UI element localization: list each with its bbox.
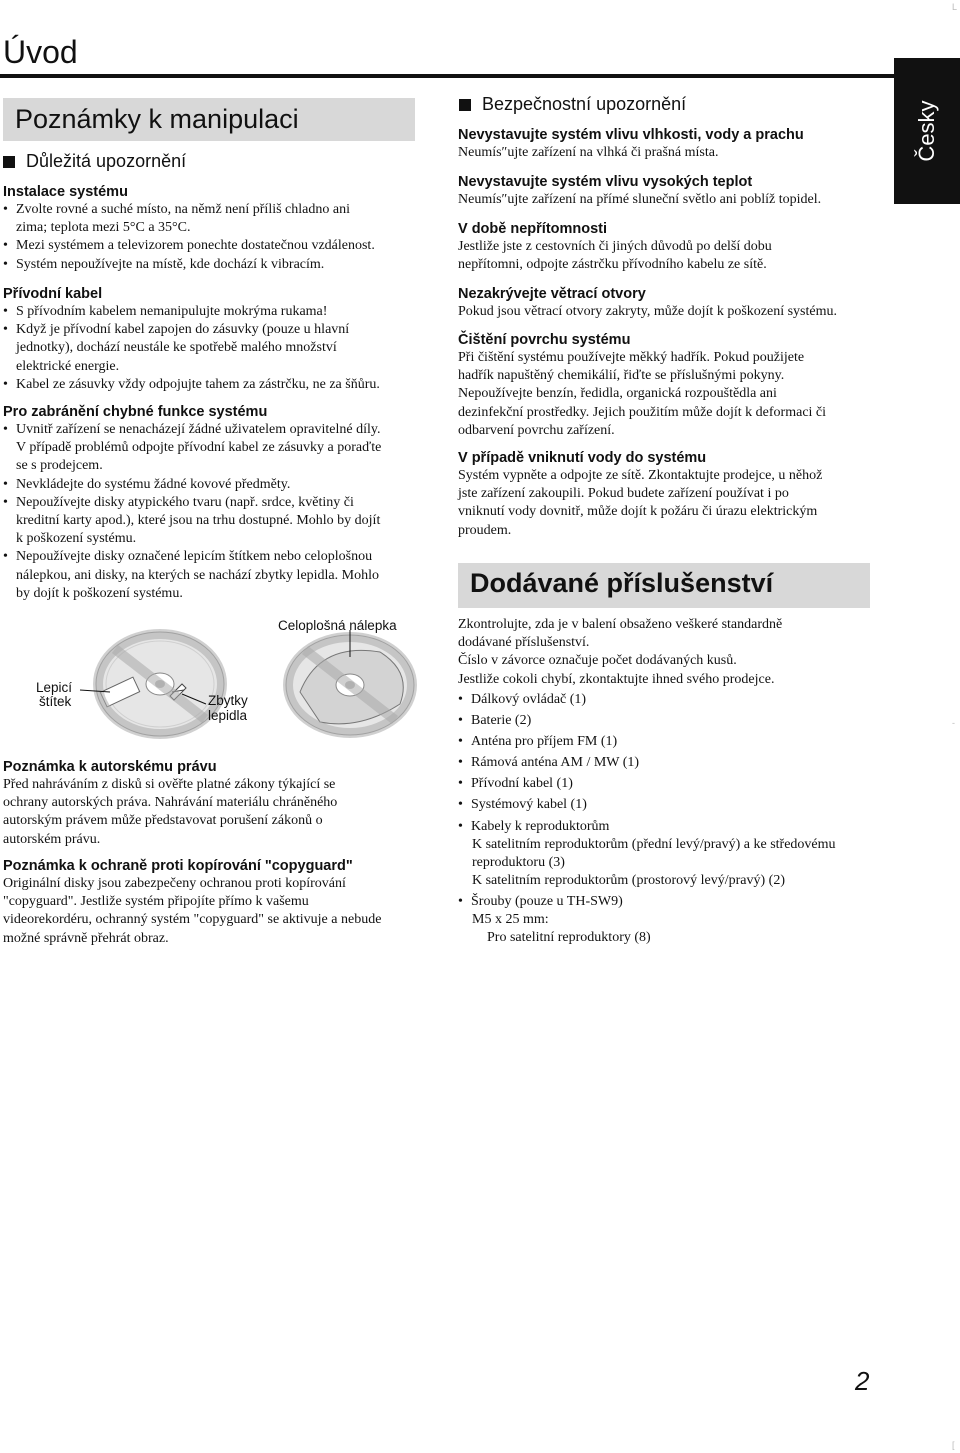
malfunction-line: V případě problémů odpojte přívodní kabel ze zásuvky a poraďte [16,440,382,456]
vents-line: Pokud jsou větrací otvory zakryty, může dojít k poškození systému. [458,304,837,319]
disc-with-label-drawing [96,632,224,736]
absence-line: Jestliže jste z cestovních či jiných důvodů po delší dobu [458,239,772,254]
power-cord-line: • Kabel ze zásuvky vždy odpojujte tahem za zástrčku, ne za šňůru. [3,376,380,394]
screws-item [458,893,651,948]
water-title: V případě vniknutí vody do systému [458,450,707,466]
safety-heading [459,94,686,115]
copyright-line: Před nahráváním z disků si ověřte platné zákony týkající se [3,777,336,792]
cleaning-section [458,331,826,440]
adhesive-label-label-2: štítek [39,694,72,709]
malfunction-line: by dojít k poškození systému. [16,585,183,601]
water-line: jste zařízení zakoupili. Pokud budete zařízení používat i po [458,486,789,502]
copyguard-line: videorekordéru, ochranný systém "copyguard" se aktivuje a nebude [3,912,382,928]
heat-title: Nevystavujte systém vlivu vysokých teplot [458,174,753,190]
adhesive-residue-label-1: Zbytky [208,693,248,708]
power-cord-line: • Když je přívodní kabel zapojen do zásuvky (pouze u hlavní [3,321,380,339]
handling-notes-header [3,98,415,141]
malfunction-line: nálepkou, ani disky, na kterých se nachází zbytky lepidla. Mohlo [16,567,379,583]
malfunction-title: Pro zabránění chybné funkce systému [3,404,268,420]
cleaning-title: Čištění povrchu systému [458,332,631,348]
absence-title: V době nepřítomnosti [458,221,608,237]
power-cord-line: • S přívodním kabelem nemanipulujte mokrýma rukama! [3,303,380,321]
sublist-line: K satelitním reproduktorům (přední levý/pravý) a ke středovému [472,837,836,852]
copyright-title: Poznámka k autorskému právu [3,759,217,775]
accessories-intro-line: dodávané příslušenství. [458,635,590,651]
list-item: • Systémový kabel (1) [458,794,639,815]
cleaning-line: Nepoužívejte benzín, ředidla, organická rozpouštědla ani [458,386,777,402]
absence-line: nepřítomni, odpojte zástrčku přívodního kabelu ze sítě. [458,257,767,273]
language-tab-label: Česky [914,100,939,162]
title-rule [0,74,897,78]
cleaning-line: Při čištění systému používejte měkký hadřík. Pokud použijete [458,350,805,365]
malfunction-line: kreditní karty apod.), které jsou na trhu dostupné. Mohlo by dojít [16,513,381,529]
absence-section [458,220,772,274]
speaker-cables-sublist [472,836,836,891]
installation-line: • Mezi systémem a televizorem ponechte dostatečnou vzdálenost. [3,237,375,255]
crop-mark-mid: - [952,718,955,728]
moisture-title: Nevystavujte systém vlivu vlhkosti, vody a prachu [458,127,804,143]
copyguard-line: možné správně přehrát obraz. [3,930,169,946]
list-item: • Kabely k reproduktorům [458,816,639,837]
installation-line: zima; teplota mezi 5°C a 35°C. [16,220,191,236]
list-item: • Anténa pro příjem FM (1) [458,731,639,752]
adhesive-label-label-1: Lepicí [36,680,73,695]
water-line: vniknutí vody dovnitř, může dojít k požáru či úrazu elektrickým [458,504,818,520]
power-cord-line: jednotky), dochází neustále ke spotřebě malého množství [16,340,337,356]
vents-section [458,285,837,321]
accessories-list [458,689,639,837]
handling-notes-title: Poznámky k manipulaci [15,104,299,134]
accessories-header [458,563,870,608]
accessories-title: Dodávané příslušenství [470,568,774,598]
list-item: • Dálkový ovládač (1) [458,689,639,710]
installation-line: • Zvolte rovné a suché místo, na němž není příliš chladno ani [3,201,375,219]
copyright-line: autorským právem může představovat porušení zákonů o [3,813,323,829]
malfunction-line: • Nevkládejte do systému žádné kovové předměty. [3,476,381,494]
list-item: • Baterie (2) [458,710,639,731]
language-tab [894,58,960,204]
copyguard-line: "copyguard". Jestliže systém připojíte přímo k vašemu [3,894,309,910]
accessories-intro-line: Zkontrolujte, zda je v balení obsaženo veškeré standardně [458,617,783,632]
accessories-intro-line: Jestliže cokoli chybí, zkontaktujte ihned svého prodejce. [458,671,775,687]
accessories-intro-line: Číslo v závorce označuje počet dodávaných kusů. [458,653,737,669]
square-bullet-icon [3,156,15,168]
malfunction-line: • Nepoužívejte disky označené lepicím štítkem nebo celoplošnou [3,548,381,566]
sublist-line: M5 x 25 mm: [472,912,549,928]
water-line: Systém vypněte a odpojte ze sítě. Zkontaktujte prodejce, u něhož [458,468,823,483]
power-cord-title: Přívodní kabel [3,286,103,302]
accessories-intro [458,616,782,689]
sublist-line: K satelitním reproduktorům (prostorový levý/pravý) (2) [472,873,785,889]
moisture-line: Neumís″ujte zařízení na vlhká či prašná místa. [458,145,719,160]
copyright-line: ochrany autorských práva. Nahrávání materiálu chráněného [3,795,338,811]
water-line: proudem. [458,522,512,538]
important-notes-title: Důležitá upozornění [26,151,187,171]
power-cord-line: elektrické energie. [16,358,120,374]
crop-mark-top: L [952,2,958,12]
copyright-section [3,758,337,849]
vents-title: Nezakrývejte větrací otvory [458,286,646,302]
installation-line: • Systém nepoužívejte na místě, kde dochází k vibracím. [3,256,375,274]
malfunction-line: k poškození systému. [16,531,137,547]
installation-title: Instalace systému [3,184,128,200]
sublist-line: Pro satelitní reproduktory (8) [487,930,651,946]
heat-line: Neumís″ujte zařízení na přímé sluneční světlo ani poblíž topidel. [458,192,822,207]
safety-title: Bezpečnostní upozornění [482,94,687,114]
malfunction-line: se s prodejcem. [16,458,103,474]
page-number: 2 [855,1366,870,1396]
installation-section [3,183,375,274]
sublist-line: reproduktoru (3) [472,855,565,871]
cleaning-line: odbarvení povrchu zařízení. [458,422,615,438]
malfunction-line: • Nepoužívejte disky atypického tvaru (např. srdce, květiny či [3,494,381,512]
disc-with-sticker-drawing [286,630,414,735]
full-sticker-label: Celoplošná nálepka [278,618,397,633]
list-item: • Rámová anténa AM / MW (1) [458,752,639,773]
crop-mark-bottom: [ [952,1440,955,1450]
cleaning-line: dezinfekční prostředky. Jejich použitím může dojít k deformaci či [458,404,827,420]
page-title: Úvod [3,34,78,70]
moisture-section [458,126,804,162]
copyguard-section [3,857,381,948]
square-bullet-icon [459,99,471,111]
cleaning-line: hadřík napuštěný chemikálií, řiďte se příslušnými pokyny. [458,368,785,384]
adhesive-residue-label-2: lepidla [208,708,248,723]
list-item: • Šrouby (pouze u TH-SW9) [458,893,651,911]
important-notes-heading [3,151,186,172]
copyright-line: autorském právu. [3,831,101,847]
malfunction-line: • Uvnitř zařízení se nenacházejí žádné uživatelem opravitelné díly. [3,421,381,439]
copyguard-title: Poznámka k ochraně proti kopírování "copyguard" [3,858,353,874]
power-cord-section [3,285,380,394]
copyguard-line: Originální disky jsou zabezpečeny ochranou proti kopírování [3,876,346,891]
water-section [458,449,822,540]
list-item: • Přívodní kabel (1) [458,773,639,794]
heat-section [458,173,821,209]
malfunction-section [3,403,381,603]
